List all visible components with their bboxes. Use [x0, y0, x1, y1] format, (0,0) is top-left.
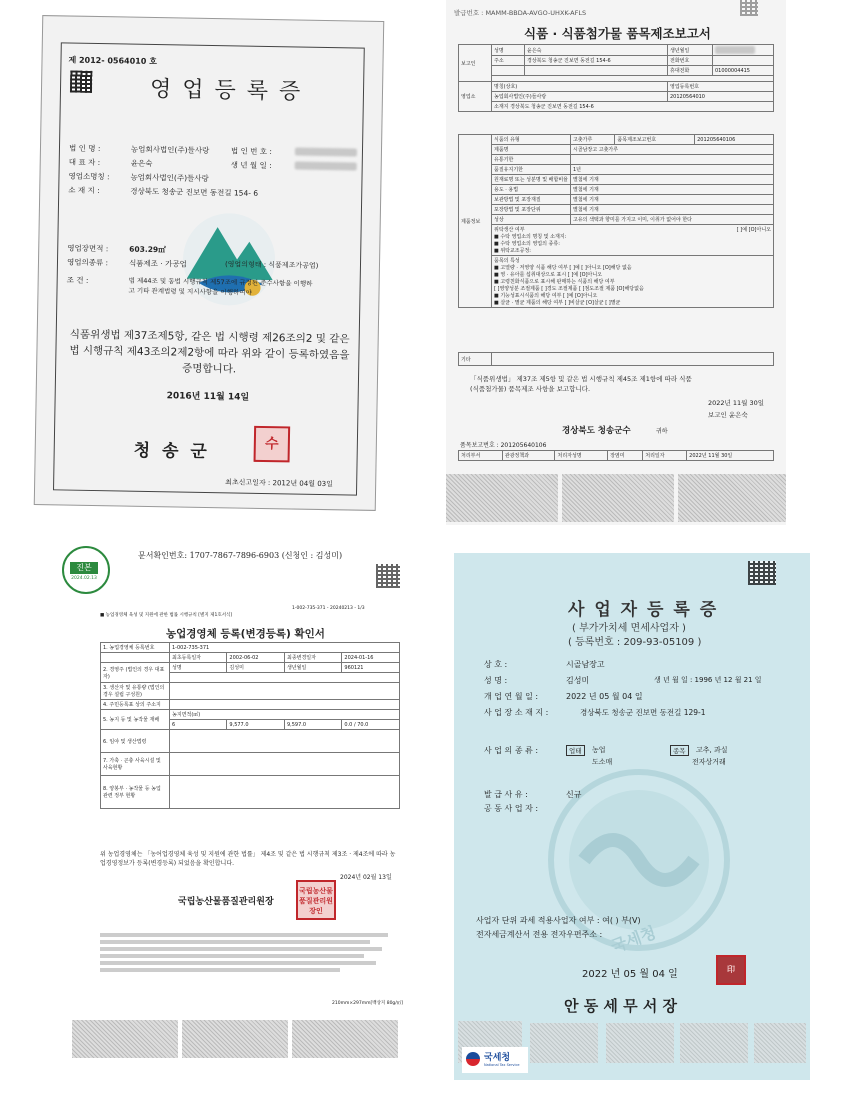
first-date-label: 최초등록일자	[170, 653, 227, 663]
name-label: 성명	[492, 45, 525, 56]
shelf-life-value	[571, 155, 774, 165]
farm-reg-number: 1-002-735-371	[170, 643, 400, 653]
business-item-value-2: 전자상거래	[692, 758, 726, 766]
product-info-table	[458, 134, 774, 308]
first-date-value: 2002-06-02	[227, 653, 285, 663]
issue-reason-label: 발 급 사 유 :	[484, 790, 528, 799]
corp-name-label: 법 인 명 :	[68, 143, 101, 154]
security-pattern	[292, 1020, 398, 1058]
storage-label: 보관방법 및 포장재질	[492, 195, 571, 205]
confirmation-date: 2024년 02월 13일	[340, 874, 392, 881]
nts-logo	[462, 1047, 528, 1073]
row-label: 8. 양봉부 · 농작물 등 농업 관련 정부 현황	[101, 776, 170, 809]
security-pattern	[72, 1020, 178, 1058]
confirmation-title: 농업경영체 등록(변경등록) 확인서	[166, 628, 325, 640]
official-seal-icon: 印	[716, 955, 746, 985]
business-category-value-2: 도소매	[592, 758, 613, 766]
appearance-value: 고유의 색택과 향미를 가지고 이미, 이취가 없어야 한다	[571, 215, 774, 225]
product-name-value: 시골남장고 고춧가루	[571, 145, 774, 155]
office-name-value: 농업회사법인(주)들사랑	[492, 92, 668, 102]
office-regno-value: 20120564010	[668, 92, 774, 102]
last-date-label: 최종변경일자	[284, 653, 341, 663]
office-regno-label: 영업등록번호	[668, 82, 774, 92]
business-type-label: 사 업 의 종 류 :	[484, 746, 539, 755]
certificate-body-text: 식품위생법 제37조제5항, 같은 법 시행령 제26조의2 및 같은 법 시행규칙 제43조의2제2항에 따라 위와 같이 등록하였음을 증명합니다.	[69, 328, 350, 376]
storage-value: 별첨에 기재	[571, 195, 774, 205]
redacted-birthdate	[295, 161, 357, 170]
reporter-label: 보고인	[459, 45, 492, 82]
owner-name-label: 성 명 :	[484, 676, 508, 685]
qr-code-icon	[748, 561, 776, 585]
condition-label: 조 건 :	[66, 275, 89, 285]
feature-line: [ ]영양성분 조절제품 [ ]경도 조절제품 [ ]점도조절 제품 [O]해당없음	[494, 286, 644, 292]
security-pattern	[446, 474, 558, 522]
nts-logo-subtext: National Tax Service	[484, 1063, 520, 1067]
row-label: 3. 생산자 및 유통량 (법인의 경우 설립 구성원)	[101, 683, 170, 700]
nts-logo-icon	[466, 1052, 480, 1066]
redacted-corp-number	[295, 147, 357, 156]
row-label: 1. 농업경영체 등록번호	[101, 643, 170, 653]
issue-date: 2022 년 05 월 04 일	[582, 969, 678, 980]
processor-value: 장염미	[608, 451, 643, 461]
consign-label: 위탁생산 여부	[494, 227, 525, 233]
feature-label: 품목의 특성	[494, 258, 520, 264]
report-title: 식품 · 식품첨가물 품목제조보고서	[524, 26, 711, 41]
issuer-name: 청 송 군	[133, 440, 210, 463]
product-report-number-value: 201205640106	[695, 135, 774, 145]
business-form-note: (영업의형태 : 식품제조가공업)	[224, 260, 319, 270]
issuer-name: 국립농산물품질관리원장	[178, 897, 274, 907]
report-date: 2022년 11월 30일	[708, 399, 765, 407]
watermark-text: 국세청	[608, 922, 659, 957]
product-type-value: 고춧가루	[571, 135, 615, 145]
address-value: 경상북도 청송군 진보면 동전길 154-6	[525, 56, 668, 66]
report-body-line-2: (식품첨가물) 품목제조 사항을 보고합니다.	[470, 385, 591, 393]
qr-code-icon	[376, 564, 400, 588]
location-label: 사 업 장 소 재 지 :	[484, 708, 549, 717]
nts-logo-text: 국세청	[484, 1053, 511, 1063]
official-seal: 국립농산물품질관리원장인	[296, 880, 336, 920]
last-date-value: 2024-01-16	[342, 653, 400, 663]
joint-partner-label: 공 동 사 업 자 :	[484, 804, 539, 813]
qr-code-icon	[70, 71, 92, 93]
office-name-label: 명칭(상호)	[492, 82, 668, 92]
ingredients-label: 원재료명 또는 성분명 및 배합비율	[492, 175, 571, 185]
first-report-date: 최초신고일자 : 2012년 04월 03일	[225, 478, 333, 489]
area-label: 영업장면적 :	[67, 243, 109, 254]
business-type-value: 식품제조 · 가공업	[128, 258, 187, 269]
quality-period-value: 1년	[571, 165, 774, 175]
processing-date-label: 처리일자	[643, 451, 687, 461]
etc-label: 기타	[459, 353, 492, 366]
registration-number: 제 2012- 0564010 호	[68, 55, 157, 67]
row-label: 2. 경영주 (법인의 경우 대표자)	[101, 663, 170, 683]
farm-business-registration-confirmation	[58, 542, 418, 1072]
farm-area-label: 농지면적(㎡)	[170, 710, 400, 720]
phone-label: 전화번호	[668, 56, 713, 66]
security-pattern	[562, 474, 674, 522]
corp-number-label: 법 인 번 호 :	[230, 146, 273, 157]
report-body-line-1: 「식품위생법」 제37조 제5항 및 같은 법 시행규칙 제45조 제1항에 따라 식품	[470, 375, 692, 383]
e-invoice-email-label: 전자세금계산서 전용 전자우편주소 :	[476, 930, 603, 939]
birthdate-label: 생 년 월 일 :	[230, 160, 272, 171]
consign-line: ■ 수탁 영업소의 영업의 종류:	[494, 241, 560, 247]
issue-date: 2016년 11월 14일	[166, 391, 250, 403]
product-report-number-label: 품목제조보고번호	[615, 135, 695, 145]
open-date-value: 2022 년 05 월 04 일	[566, 692, 643, 701]
authentic-stamp-date: 2024.02.13	[71, 576, 97, 581]
authentic-stamp-text: 진본	[70, 562, 98, 574]
processing-dept-value: 관광정책과	[502, 451, 555, 461]
farm-value: 9,597.0	[284, 720, 341, 730]
consign-line: ■ 수탁 영업소의 명칭 및 소재지:	[494, 234, 567, 240]
condition-text-2: 고 기타 관계법령 및 지시사항을 이행하여야	[128, 286, 252, 297]
location-label: 소재지	[494, 104, 509, 110]
business-type-label: 영업의종류 :	[66, 257, 109, 268]
office-name-value: 농업회사법인(주)들사랑	[130, 172, 209, 183]
birth-value: 960121	[342, 663, 400, 673]
security-pattern	[182, 1020, 288, 1058]
registration-number: ( 등록번호 : 209-93-05109 )	[568, 637, 702, 648]
quality-period-label: 품질유지기한	[492, 165, 571, 175]
farm-info-table: 1. 농업경영체 등록번호 1-002-735-371 최초등록일자 2002-06-02 최종변경일자 2024-01-16 2. 경영주 (법인의 경우 대표자) 성명 김성미 생년월일 960121 3. 생산자 및 유통량 (법인의 경우 설립 구성원) 4. 주민등록표 상의 주소지 5. 농지 등 및 농작물 재배 농지면적(㎡) 6 9,577.0 9,597.0 0.0 / 70.0 6. 임야 및 생산법령 7. 가축 · 곤충 사육시설 및 사육현황 8. 양봉부 · 농작물 등 농업 관련 정부 현황	[100, 642, 400, 809]
confirmation-body-text: 위 농업경영체는 「농어업경영체 육성 및 지원에 관한 법률」 제4조 및 같은 법 시행규칙 제3조 · 제4조에 따라 농업경영정보가 등록(변경등록) 되었음을 확인합니다.	[100, 851, 396, 867]
usage-value: 별첨에 기재	[571, 185, 774, 195]
document-number: 1-002-735-371 - 20240213 - 1/3	[292, 606, 365, 611]
corp-name-value: 농업회사법인(주)들사랑	[130, 144, 210, 155]
office-name-label: 영업소명칭 :	[68, 171, 110, 182]
document-confirmation-number: 문서확인번호: 1707-7867-7896-6903 (신청인 : 김성미)	[138, 551, 343, 560]
product-name-label: 제품명	[492, 145, 571, 155]
row-label: 4. 주민등록표 상의 주소지	[101, 700, 170, 710]
packaging-value: 별첨에 기재	[571, 205, 774, 215]
birth-label: 생년월일	[284, 663, 341, 673]
security-pattern	[530, 1023, 598, 1063]
location-value: 경상북도 청송군 진보면 동전길 129-1	[580, 708, 706, 717]
birth-label: 생년월일	[668, 45, 713, 56]
certificate-title: 사 업 자 등 록 증	[568, 600, 719, 620]
processing-dept-label: 처리부서	[459, 451, 503, 461]
area-value: 603.29㎡	[129, 244, 166, 255]
processor-label: 처리자성명	[555, 451, 608, 461]
paper-size-note: 210mm×297mm[백상지 80g/㎡]	[332, 1001, 404, 1006]
farm-value: 9,577.0	[227, 720, 285, 730]
product-info-label: 제품정보	[459, 135, 492, 308]
farm-value: 0.0	[344, 721, 353, 728]
issuer-name: 안 동 세 무 서 장	[564, 997, 678, 1015]
ingredients-value: 별첨에 기재	[571, 175, 774, 185]
business-registration-certificate-tax	[454, 553, 810, 1080]
address-value: 경상북도 청송군 진보면 동전길 154- 6	[130, 186, 259, 198]
product-manufacturing-report	[446, 0, 786, 525]
address-label: 주소	[492, 56, 525, 66]
official-seal-icon: 수	[254, 426, 291, 463]
consign-line: ■ 위탁교조공정:	[494, 248, 531, 254]
shelf-life-label: 유통기한	[492, 155, 571, 165]
feature-line: ■ 영 · 유아를 섭취대상으로 표시 [ ]예 [O]아니오	[494, 272, 603, 278]
report-addressee: 경상북도 청송군수	[562, 426, 631, 436]
name-value: 윤은숙	[525, 45, 668, 56]
unit-taxation-question: 사업자 단위 과세 적용사업자 여부 : 여( ) 부(V)	[476, 916, 641, 925]
notes-block	[100, 930, 400, 975]
trade-name-value: 시골남장고	[566, 660, 605, 669]
condition-text-1: 법 제44조 및 동법 시행규칙 제57조에 규정된 준수사항을 이행하	[128, 276, 313, 288]
issue-number: 발급번호 : MAMM-BBDA-AVGO-UHXK-AFLS	[454, 9, 587, 17]
address-label: 소 재 지 :	[68, 185, 100, 196]
feature-line: ■ 기능성표시식품의 해당 여부 [ ]예 [O]아니오	[494, 293, 598, 299]
business-item-value-1: 고추, 과실	[696, 746, 728, 754]
farm-value: 6	[170, 720, 227, 730]
row-label: 5. 농지 등 및 농작물 재배	[101, 710, 170, 730]
etc-table	[458, 352, 774, 366]
row-label: 6. 임야 및 생산법령	[101, 730, 170, 753]
trade-name-label: 상 호 :	[484, 660, 508, 669]
farm-value: 70.0	[357, 721, 369, 728]
consign-options: [ ]예 [O]아니오	[736, 227, 771, 233]
name-value: 김성미	[227, 663, 285, 673]
certificate-subtitle: ( 부가가치세 면세사업자 )	[572, 623, 686, 634]
feature-line: ■ 고열량 · 저영양 식품 해당 여부 [ ]예 [ ]아니오 [O]해당 없음	[494, 265, 632, 271]
reporter-table	[458, 44, 774, 112]
usage-label: 용도 · 용법	[492, 185, 571, 195]
packaging-label: 포장방법 및 포장단위	[492, 205, 571, 215]
representative-value: 윤은숙	[130, 158, 153, 168]
qr-code-icon	[740, 0, 758, 16]
processing-table	[458, 450, 774, 461]
issue-reason-value: 신규	[566, 790, 582, 799]
item-report-number: 품목보고번호 : 201205640106	[460, 442, 547, 449]
representative-label: 대 표 자 :	[68, 157, 101, 168]
authentic-stamp-icon	[62, 546, 110, 594]
business-item-badge: 종목	[670, 745, 689, 756]
owner-birthdate: 생 년 월 일 : 1996 년 12 월 21 일	[654, 676, 762, 684]
business-category-badge: 업태	[566, 745, 585, 756]
feature-line: ■ 고령친화식품으로 표시해 판매하는 식품의 해당 여부	[494, 279, 615, 285]
name-label: 성명	[170, 663, 227, 673]
feature-line: ■ 살균 · 멸균 제품의 해당 여부 [ ]비살균 [O]살균 [ ]멸균	[494, 300, 621, 306]
product-type-label: 식품의 유형	[492, 135, 571, 145]
security-pattern	[754, 1023, 806, 1063]
security-pattern	[606, 1023, 674, 1063]
addressee-suffix: 귀하	[656, 428, 668, 435]
open-date-label: 개 업 연 월 일 :	[484, 692, 539, 701]
mobile-label: 휴대전화	[668, 66, 713, 76]
form-note: ■ 농업경영체 육성 및 지원에 관한 법률 시행규칙 [별지 제1호서식]	[100, 613, 233, 618]
office-label: 영업소	[459, 82, 492, 112]
row-label: 7. 가축 · 곤충 사육시설 및 사육현황	[101, 753, 170, 776]
reporter-signature: 보고인 윤은숙	[708, 411, 748, 419]
security-pattern	[680, 1023, 748, 1063]
appearance-label: 성상	[492, 215, 571, 225]
owner-name-value: 김성미	[566, 676, 590, 685]
mobile-value: 01000004415	[713, 66, 774, 76]
processing-date-value: 2022년 11월 30일	[687, 451, 774, 461]
location-value: 경상북도 청송군 진보면 동전길 154-6	[510, 104, 594, 110]
business-category-value-1: 농업	[592, 746, 606, 754]
certificate-title: 영 업 등 록 증	[149, 76, 303, 105]
business-registration-certificate	[34, 15, 384, 511]
security-pattern	[678, 474, 786, 522]
